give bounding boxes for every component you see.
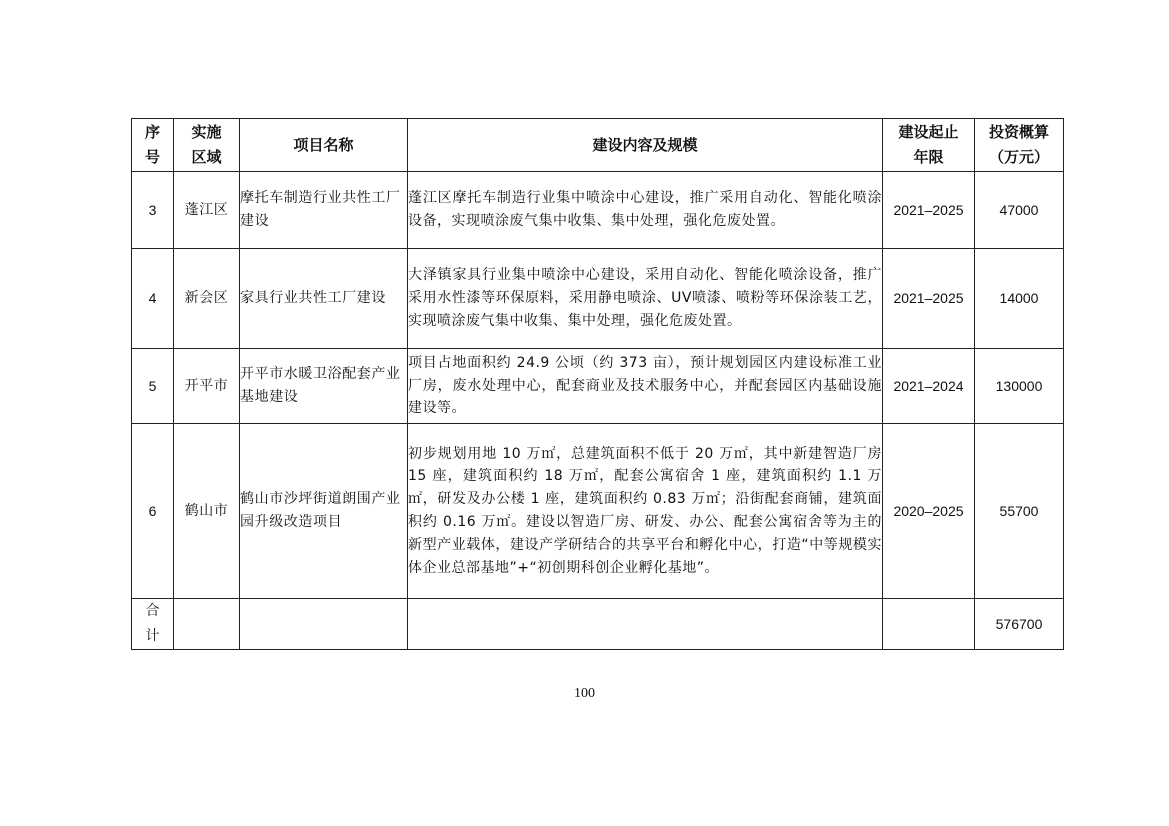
row-content: 初步规划用地 10 万㎡，总建筑面积不低于 20 万㎡，其中新建智造厂房 15 座，建筑面积约 18 万㎡，配套公寓宿舍 1 座，建筑面积约 1.1 万㎡，研发及办公楼 1 座，建筑面积约 0.83 万㎡；沿街配套商铺，建筑面积约 0.16 万㎡。建设以智造厂房、研发、办公、配套公寓宿舍等为主的新型产业载体，建设产学研结合的共享平台和孵化中心，打造“中等规模实体企业总部基地”+“初创期科创企业孵化基地”。 <box>408 424 883 599</box>
row-years: 2020–2025 <box>883 424 975 599</box>
table-header-row <box>132 119 1064 172</box>
header-num: 序 号 <box>132 119 174 172</box>
row-area: 新会区 <box>174 249 240 349</box>
header-name: 项目名称 <box>240 119 408 172</box>
row-content: 蓬江区摩托车制造行业集中喷涂中心建设，推广采用自动化、智能化喷涂设备，实现喷涂废气集中收集、集中处理，强化危废处置。 <box>408 172 883 249</box>
row-investment: 14000 <box>975 249 1064 349</box>
total-empty-cell <box>240 599 408 650</box>
header-years: 建设起止 年限 <box>883 119 975 172</box>
row-project-name: 开平市水暖卫浴配套产业基地建设 <box>240 349 408 424</box>
table-row <box>132 424 1064 599</box>
total-investment: 576700 <box>975 599 1064 650</box>
table-row <box>132 249 1064 349</box>
total-empty-cell <box>174 599 240 650</box>
row-project-name: 摩托车制造行业共性工厂建设 <box>240 172 408 249</box>
row-area: 开平市 <box>174 349 240 424</box>
row-area: 蓬江区 <box>174 172 240 249</box>
row-years: 2021–2024 <box>883 349 975 424</box>
total-label: 合 计 <box>132 599 174 650</box>
row-investment: 47000 <box>975 172 1064 249</box>
header-investment: 投资概算 （万元） <box>975 119 1064 172</box>
row-num: 3 <box>132 172 174 249</box>
total-empty-cell <box>883 599 975 650</box>
row-num: 6 <box>132 424 174 599</box>
row-project-name: 鹤山市沙坪街道朗围产业园升级改造项目 <box>240 424 408 599</box>
row-investment: 55700 <box>975 424 1064 599</box>
row-content: 大泽镇家具行业集中喷涂中心建设，采用自动化、智能化喷涂设备，推广采用水性漆等环保原料，采用静电喷涂、UV喷漆、喷粉等环保涂装工艺，实现喷涂废气集中收集、集中处理，强化危废处置。 <box>408 249 883 349</box>
row-years: 2021–2025 <box>883 249 975 349</box>
table-total-row <box>132 599 1064 650</box>
row-investment: 130000 <box>975 349 1064 424</box>
row-content: 项目占地面积约 24.9 公顷（约 373 亩），预计规划园区内建设标准工业厂房，废水处理中心，配套商业及技术服务中心，并配套园区内基础设施建设等。 <box>408 349 883 424</box>
project-table <box>131 118 1064 650</box>
total-empty-cell <box>408 599 883 650</box>
row-num: 5 <box>132 349 174 424</box>
header-area: 实施 区域 <box>174 119 240 172</box>
row-num: 4 <box>132 249 174 349</box>
page-number: 100 <box>574 686 595 701</box>
table-row <box>132 172 1064 249</box>
header-content: 建设内容及规模 <box>408 119 883 172</box>
row-area: 鹤山市 <box>174 424 240 599</box>
row-project-name: 家具行业共性工厂建设 <box>240 249 408 349</box>
row-years: 2021–2025 <box>883 172 975 249</box>
table-row <box>132 349 1064 424</box>
